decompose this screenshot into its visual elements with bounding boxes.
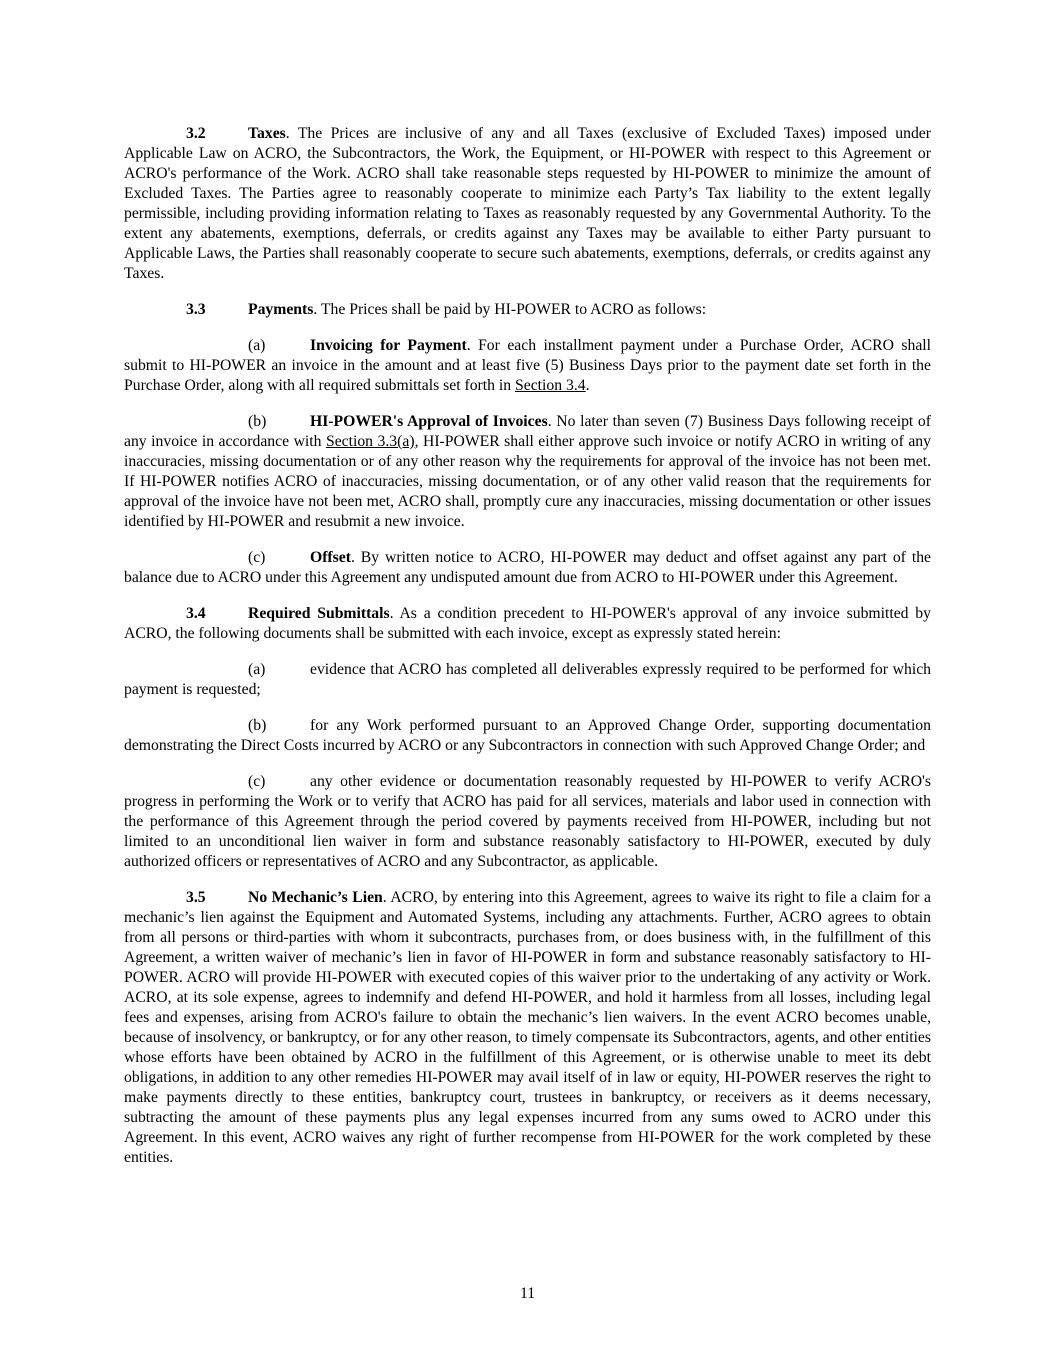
section-3-4-b (124, 716, 931, 756)
clause-text: . For each installment payment under a Purchase Order, ACRO shall submit to HI-POWER an invoice in the amount and at least five (5) Business Days prior to the payment date set forth in the Purchase Order, along with all required submittals set forth in (124, 337, 931, 394)
clause-label: (a) (248, 337, 266, 354)
clause-label: (a) (248, 661, 266, 678)
section-number: 3.5 (186, 889, 206, 906)
section-3-4-a (124, 660, 931, 700)
section-reference-link[interactable]: Section 3.3(a) (325, 433, 415, 450)
section-title: Payments (248, 301, 314, 318)
section-reference-link[interactable]: Section 3.4 (515, 377, 586, 394)
clause-text: any other evidence or documentation reasonably requested by HI-POWER to verify ACRO's progress in performing the Work or to verify that ACRO has paid for all services, materials and labor used in connection with the performance of this Agreement through the period covered by payments received from HI-POWER, including but not limited to an unconditional lien waiver in form and substance reasonably satisfactory to HI-POWER, executed by duly authorized officers or representatives of ACRO and any Subcontractor, as applicable. (124, 773, 931, 870)
clause-text: . No later than seven (7) Business Days following receipt of any invoice in accordance with (124, 413, 931, 450)
clause-text: evidence that ACRO has completed all deliverables expressly required to be performed for which payment is requested; (124, 661, 931, 698)
section-number: 3.3 (186, 301, 206, 318)
clause-title: HI-POWER's Approval of Invoices (310, 413, 548, 430)
clause-label: (c) (248, 773, 266, 790)
section-title: Required Submittals (248, 605, 390, 622)
section-title: Taxes (248, 125, 286, 142)
clause-text: . By written notice to ACRO, HI-POWER may deduct and offset against any part of the balance due to ACRO under this Agreement any undisputed amount due from ACRO to HI-POWER under this Agreement. (124, 549, 931, 586)
section-number: 3.4 (186, 605, 206, 622)
clause-label: (b) (248, 413, 267, 430)
section-text: . As a condition precedent to HI-POWER's approval of any invoice submitted by ACRO, the following documents shall be submitted with each invoice, except as expressly stated herein: (124, 605, 931, 642)
page-content (124, 124, 931, 1184)
page-number: 11 (519, 1285, 536, 1302)
section-text: . The Prices shall be paid by HI-POWER to ACRO as follows: (313, 301, 707, 318)
section-3-4-c (124, 772, 931, 872)
clause-title: Offset (310, 549, 351, 566)
clause-text-continued: , HI-POWER shall either approve such invoice or notify ACRO in writing of any inaccuracies, missing documentation or of any other reason why the requirements for approval of the invoice has not been met. If HI-POWER notifies ACRO of inaccuracies, missing documentation, or of any other valid reason that the requirements for approval of the invoice have not been met, ACRO shall, promptly cure any inaccuracies, missing documentation or other issues identified by HI-POWER and resubmit a new invoice. (124, 433, 931, 530)
section-3-5 (124, 888, 931, 1168)
section-text: . The Prices are inclusive of any and all Taxes (exclusive of Excluded Taxes) imposed under Applicable Law on ACRO, the Subcontractors, the Work, the Equipment, or HI-POWER with respect to this Agreement or ACRO's performance of the Work. ACRO shall take reasonable steps requested by HI-POWER to minimize the amount of Excluded Taxes. The Parties agree to reasonably cooperate to minimize each Party’s Tax liability to the extent legally permissible, including providing information relating to Taxes as reasonably requested by any Governmental Authority. To the extent any abatements, exemptions, deferrals, or credits against any Taxes may be available to either Party pursuant to Applicable Laws, the Parties shall reasonably cooperate to secure such abatements, exemptions, deferrals, or credits against any Taxes. (124, 125, 931, 282)
clause-label: (c) (248, 549, 266, 566)
clause-title: Invoicing for Payment (310, 337, 467, 354)
section-3-3 (124, 300, 931, 320)
section-3-3-c (124, 548, 931, 588)
section-3-3-a (124, 336, 931, 396)
clause-text: for any Work performed pursuant to an Approved Change Order, supporting documentation demonstrating the Direct Costs incurred by ACRO or any Subcontractors in connection with such Approved Change Order; and (124, 717, 931, 754)
section-text: . ACRO, by entering into this Agreement, agrees to waive its right to file a claim for a mechanic’s lien against the Equipment and Automated Systems, including any attachments. Further, ACRO agrees to obtain from all persons or third-parties with whom it subcontracts, purchases from, or does business with, in the fulfillment of this Agreement, a written waiver of mechanic’s lien in favor of HI-POWER in form and substance reasonably satisfactory to HI-POWER. ACRO will provide HI-POWER with executed copies of this waiver prior to the undertaking of any activity or Work. ACRO, at its sole expense, agrees to indemnify and defend HI-POWER, and hold it harmless from all losses, including legal fees and expenses, arising from ACRO's failure to obtain the mechanic’s lien waivers. In the event ACRO becomes unable, because of insolvency, or bankruptcy, or for any other reason, to timely compensate its Subcontractors, agents, and other entities whose efforts have been obtained by ACRO in the fulfillment of this Agreement, or is otherwise unable to meet its debt obligations, in addition to any other remedies HI-POWER may avail itself of in law or equity, HI-POWER reserves the right to make payments directly to these entities, bankruptcy court, trustees in bankruptcy, or receivers as it deems necessary, subtracting the amount of these payments plus any legal expenses incurred from any sums owed to ACRO under this Agreement. In this event, ACRO waives any right of further recompense from HI-POWER for the work completed by these entities. (124, 889, 931, 1166)
section-3-4 (124, 604, 931, 644)
section-3-2 (124, 124, 931, 284)
section-3-3-b (124, 412, 931, 532)
section-title: No Mechanic’s Lien (248, 889, 383, 906)
clause-text-end: . (585, 377, 590, 394)
clause-label: (b) (248, 717, 267, 734)
section-number: 3.2 (186, 125, 206, 142)
